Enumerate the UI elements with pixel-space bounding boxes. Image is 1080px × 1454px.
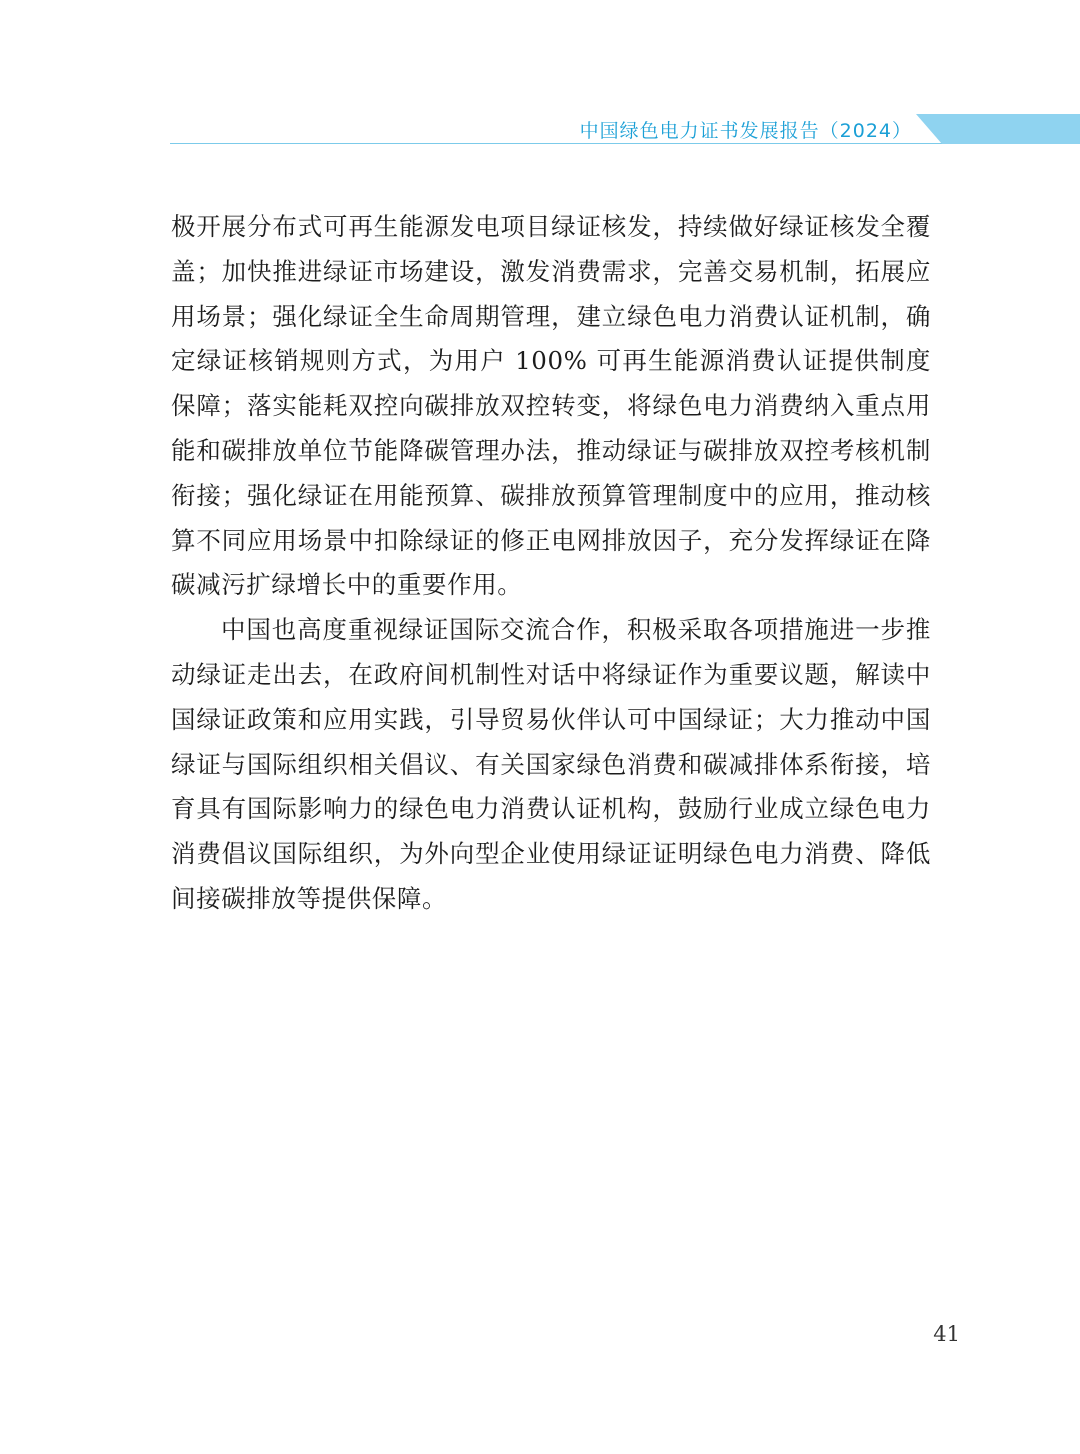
- page-header: [0, 0, 1080, 150]
- page-number: 41: [933, 1322, 960, 1346]
- report-title: 中国绿色电力证书发展报告（2024）: [579, 120, 912, 142]
- paragraph-international-cooperation: 中国也高度重视绿证国际交流合作，积极采取各项措施进一步推动绿证走出去，在政府间机制性对话中将绿证作为重要议题，解读中国绿证政策和应用实践，引导贸易伙伴认可中国绿证；大力推动中国绿证与国际组织相关倡议、有关国家绿色消费和碳减排体系衔接，培育具有国际影响力的绿色电力消费认证机构，鼓励行业成立绿色电力消费倡议国际组织，为外向型企业使用绿证证明绿色电力消费、降低间接碳排放等提供保障。: [171, 615, 931, 913]
- body-text: [171, 205, 931, 922]
- header-accent-tab: [916, 114, 1080, 144]
- paragraph-continued: 极开展分布式可再生能源发电项目绿证核发，持续做好绿证核发全覆盖；加快推进绿证市场建设，激发消费需求，完善交易机制，拓展应用场景；强化绿证全生命周期管理，建立绿色电力消费认证机制，确定绿证核销规则方式，为用户 100% 可再生能源消费认证提供制度保障；落实能耗双控向碳排放双控转变，将绿色电力消费纳入重点用能和碳排放单位节能降碳管理办法，推动绿证与碳排放双控考核机制衔接；强化绿证在用能预算、碳排放预算管理制度中的应用，推动核算不同应用场景中扣除绿证的修正电网排放因子，充分发挥绿证在降碳减污扩绿增长中的重要作用。: [171, 212, 931, 600]
